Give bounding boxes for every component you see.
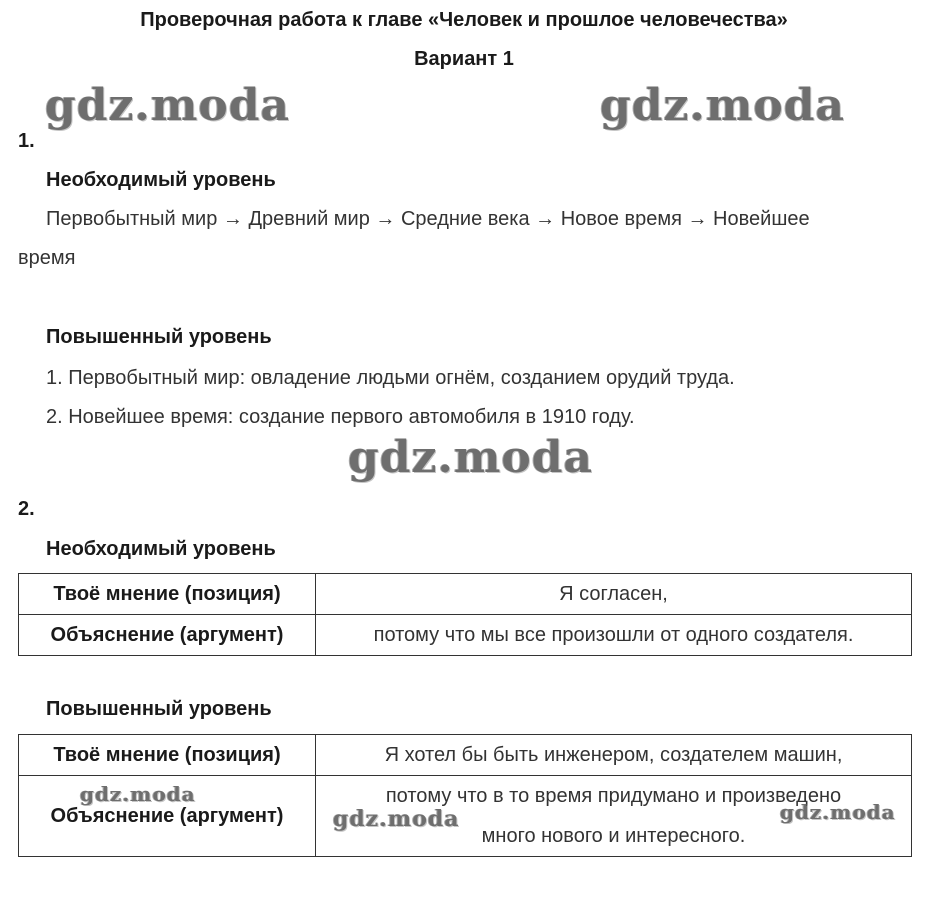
watermark-logo: gdz.moda (348, 432, 594, 483)
table-cell-value: Я согласен, (316, 574, 912, 615)
page-title: Проверочная работа к главе «Человек и прошлое человечества» (140, 9, 788, 31)
watermark-logo: gdz.moda (80, 782, 196, 806)
task-2-advanced-heading: Повышенный уровень (46, 698, 272, 720)
table-cell-value-line: много нового и интересного. (481, 825, 746, 847)
task-1-required-line2: время (18, 247, 76, 269)
table-cell-label: Объяснение (аргумент) (19, 615, 316, 656)
variant-label: Вариант 1 (414, 48, 514, 70)
task-2-number: 2. (18, 498, 35, 520)
task-2-required-heading: Необходимый уровень (46, 538, 276, 560)
task-1-advanced-heading: Повышенный уровень (46, 326, 272, 348)
table-cell-value-line: потому что в то время придумано и произведено (385, 785, 842, 807)
table-cell-label: Твоё мнение (позиция) (19, 574, 316, 615)
table-cell-value: Я хотел бы быть инженером, создателем машин, (316, 735, 912, 776)
table-cell-label: Объяснение (аргумент) (19, 776, 316, 857)
task-1-advanced-item1: 1. Первобытный мир: овладение людьми огнём, созданием орудий труда. (46, 367, 735, 389)
watermark-logo: gdz.moda (780, 800, 896, 824)
task-1-number: 1. (18, 130, 35, 152)
task-1-required-line1: Первобытный мир → Древний мир → Средние века → Новое время → Новейшее (46, 208, 810, 230)
task-1-required-heading: Необходимый уровень (46, 169, 276, 191)
answer-table-required (18, 573, 912, 656)
watermark-logo: gdz.moda (600, 80, 846, 131)
table-cell-label: Твоё мнение (позиция) (19, 735, 316, 776)
table-cell-value: потому что мы все произошли от одного создателя. (316, 615, 912, 656)
watermark-logo: gdz.moda (333, 806, 460, 832)
task-1-advanced-item2: 2. Новейшее время: создание первого автомобиля в 1910 году. (46, 406, 635, 428)
watermark-logo: gdz.moda (45, 80, 291, 131)
